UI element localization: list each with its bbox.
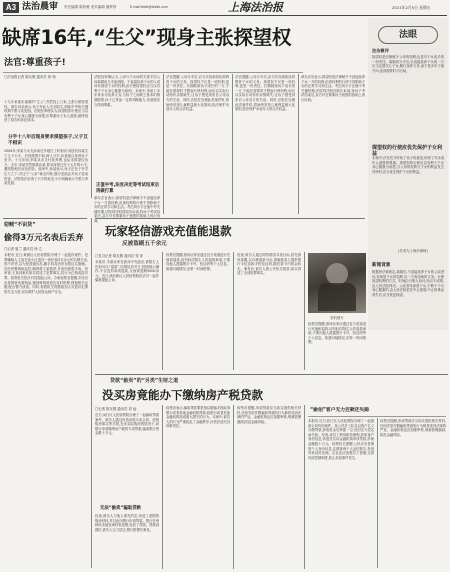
col-divider xyxy=(304,405,305,569)
mid-body-b: 检察官提醒,游戏玩家应通过官方渠道进行充值和退款,切勿轻信陌生人的退款承诺,不要向他人透露银行卡号、验证码等个人信息。如遇可疑情况,应第一时间报警。 xyxy=(166,253,230,271)
lower-body-b: 经查,被告人与他人事先约定,伪造了虚假的购房材料,并以此向银行申请贷款。银行在审核时未能发现材料造假,发放了贷款。贷款到期后,被告人无力偿还,银行报警后案发。 xyxy=(95,514,159,532)
left-headline: 偷得3万元名表后丢弃 xyxy=(4,232,84,242)
sidebar-column-name: 法治微评 xyxy=(372,48,389,53)
sidebar-title: 探望权的行使应优先保护子女利益 xyxy=(372,145,443,158)
issue-date: 2021年2月5日 星期五 xyxy=(392,5,431,10)
photo xyxy=(308,253,366,313)
photo-figure xyxy=(318,283,356,311)
col2-subhead: 正值中考,法官决定等考试结束后再做打算 xyxy=(96,183,160,194)
right-lower-rule xyxy=(308,416,446,417)
sidebar xyxy=(368,18,448,330)
lead-byline: □法治报记者 陈友敬 通讯员 徐 杨 xyxy=(4,75,56,79)
photo-figure xyxy=(326,263,348,285)
col2-body-b: 承办法官表示,探望权是法律赋予不直接抚养子女一方的权利,但该权利的行使不得影响子女的正常学习和生活。考虑到小宇正值中考关键时期,法院判决驳回原告诉请,待孩子考试结束后,双方可在尊重孩子意愿的基础上再行协商。 xyxy=(94,196,160,223)
col-divider xyxy=(233,252,234,370)
lower-byline: □记者 陈友敬 通讯员 刘 灿 xyxy=(95,407,137,411)
col2-body-a: 法院经审理认为,父母与子女间的关系不因父母离婚或分手而消除。不直接抚养子女的父或母有探望子女的权利,但行使探望权应当以有利于子女身心健康为原则。本案中,李某十多年来未尽抚养义务,与孩子之间缺乏基本的情感联系,孩子已具备一定的判断能力,其意愿应当得到尊重。 xyxy=(94,75,160,107)
col5-body: 承办法官表示,探望权是法律赋予不直接抚养子女一方的权利,但该权利的行使不得影响子女的正常学习和生活。考虑到小宇正值中考关键时期,法院判决驳回原告诉请,待孩子考试结束后,双方可在尊重孩子意愿的基础上再行协商。 xyxy=(301,75,365,102)
col-divider xyxy=(163,74,164,214)
mid-deck: 反被盗刷五千余元 xyxy=(122,241,167,247)
paper-name: 上海法治报 xyxy=(228,1,283,14)
right-lower-body-2: 检察官提醒,申请贷款应当如实提供相关材料,任何弄虚作假骗取贷款的行为都将受到法律的严惩。金融机构也应加强审核,堵塞管理漏洞,防范金融风险。 xyxy=(380,419,446,437)
sidebar-box-body: 根据民法典规定,离婚后,不直接抚养子女的父或者母,有探望子女的权利,另一方有协助的义务。行使探望权利的方式、时间由当事人协议;协议不成的,由人民法院判决。父或者母探望子女,不利于子女身心健康的,由人民法院依法中止探望;中止的事由消失后,应当恢复探望。 xyxy=(372,270,444,297)
col-divider xyxy=(232,74,233,214)
lead-rule xyxy=(3,72,303,73)
lower-body-c: 检察官表示,骗取贷款罪是指以欺骗手段取得银行或者其他金融机构贷款,给银行或者其他金融机构造成重大损失的行为。本案中,被告人的行为严重扰乱了金融秩序,应依法追究其刑事责任。 xyxy=(166,406,230,429)
lower-story-rule xyxy=(95,374,448,375)
mid-body-a: 本报讯 手游玩家在游戏中充值后,被陌生人告知可以“退款”,结果轻信对方,按照指示操作,不仅没有拿到退款,反而被盗刷5000余元。近日,浦东新区人民检察院依法对一起诈骗案提起公诉。 xyxy=(95,260,159,283)
mid-story-rule xyxy=(95,218,365,219)
mid-headline: 玩家轻信游戏充值能退款 xyxy=(105,224,232,238)
lower-headline: 没买房竟能办下缴纳房产税贷款 xyxy=(102,388,263,402)
mid-byline: □见习记者 陈友敬 通讯员 张 萍 xyxy=(95,254,144,258)
sidebar-logo: 法眼 xyxy=(378,26,438,44)
section-title: 法治晨审 xyxy=(22,2,59,12)
col-divider xyxy=(298,74,299,214)
col4-body: 法官提醒,父母分手后,应当共同承担抚养教育子女的义务。探望权不仅是一项权利,更是一份责任。长期缺席孩子成长的一方,不能在需要时才想起行使权利,而应以实际行动弥补亲情缺失,让孩子感受到来自父母双方的关爱。同时,法院在处理此类案件时,将始终坚持儿童利益最大化原则,依法保护未成年人的合法权益。 xyxy=(235,75,295,112)
left-byline: □记者 夏兰 通讯员 徐 立 xyxy=(4,247,43,251)
lead-body: 2004年,李某与女友孙某在外地打工时相识,同居后孙某生下儿子小宇。后因感情不和,两人分手,孙某独自抚养孩子至今。十几年间,李某从未支付抚养费,也从未探望过孩子。去年,李某突然联系孙某,要求探望已经十五岁的小宇,遭到拒绝后诉至法院。庭审中,孙某表示,孩子正处于升学压力之下,对这个“父亲”毫无印象,强行见面会对孩子造成伤害。法院依法征询了小宇的意见,小宇明确表示不愿与李某见面。 xyxy=(4,149,88,186)
lead-headline: 缺席16年,“生父”现身主张探望权 xyxy=(2,26,292,49)
col-divider xyxy=(377,418,378,568)
left-body: 本报讯 近日,黄浦区人民检察院办理了一起盗窃案件。犯罪嫌疑人王某在某小区盗窃一块价值3万余元的名牌手表,因不识货,以为是普通仿品,随手将其丢弃在路边垃圾桶。后经民警调取监控,顺利将王某抓获,并追回被盗手表。经审查,王某到案后如实供述了犯罪事实,其行为已构成盗窃罪。检察机关依法对其提起公诉。办案检察官提醒,市民应妥善保管贵重物品,遇到财物被盗应及时报警,保留相关证据,配合警方侦查。同时,检察机关将继续加大对盗窃犯罪的打击力度,切实维护人民群众财产安全。 xyxy=(4,253,88,294)
photo-caption: 资料图片 xyxy=(330,316,344,320)
col-divider xyxy=(91,74,92,198)
lead-subhead: 分手十八年后现身要求探望孩子,父子互不相识 xyxy=(8,135,88,146)
lower-body-d: 检察官提醒,申请贷款应当如实提供相关材料,任何弄虚作假骗取贷款的行为都将受到法律的严惩。金融机构也应加强审核,堵塞管理漏洞,防范金融风险。 xyxy=(237,406,301,424)
left-kicker: 窃贼“不识货” xyxy=(4,222,36,228)
mid-body-d: 检察官提醒,游戏玩家应通过官方渠道进行充值和退款,切勿轻信陌生人的退款承诺,不要向他人透露银行卡号、验证码等个人信息。如遇可疑情况,应第一时间报警。 xyxy=(308,322,366,345)
col-divider xyxy=(162,252,163,370)
col-divider xyxy=(304,252,305,370)
editors: 责任编辑 陈秋雅 美术编辑 屠梦婷 xyxy=(64,5,117,9)
right-lower-kicker: “偷拍”客户无力还款还失踪 xyxy=(310,408,370,413)
email: E-mail:fzbfz@shfzb.com xyxy=(130,5,168,9)
lower-body-a: 近日,闵行区人民检察院办理了一起骗取贷款案件。被告人通过伪造房屋买卖合同、虚构购房事实等手段,在未实际购房的情况下,向银行申请缴纳房产税的专项贷款,骗取银行资金数十万元。 xyxy=(95,413,159,436)
masthead-rule xyxy=(3,15,447,16)
sidebar-author: (作者为上海市律师) xyxy=(398,249,428,253)
left-story-rule xyxy=(3,218,87,219)
col3-body: 法官提醒,父母分手后,应当共同承担抚养教育子女的义务。探望权不仅是一项权利,更是一份责任。长期缺席孩子成长的一方,不能在需要时才想起行使权利,而应以实际行动弥补亲情缺失,让孩子感受到来自父母双方的关爱。同时,法院在处理此类案件时,将始终坚持儿童利益最大化原则,依法保护未成年人的合法权益。 xyxy=(166,75,229,112)
page-code-badge: A3 xyxy=(3,2,19,13)
lower-subhead: 无法“偷卖”骗取贷款 xyxy=(100,506,141,511)
mid-body-c: 经查,被告人通过网络群组寻找目标,冒充游戏客服,以办理退款为由,诱骗被害人提供银行卡信息和手机验证码,随后将卡内资金转走。案发后,被告人被公安机关抓获,如实供述了全部犯罪事实。 xyxy=(237,253,301,276)
right-lower-body: 本报讯 近日,松江区人民检察院办理了一起借款合同纠纷案件。某公司员工私自以客户名义办理贷款,获取资金后挥霍一空,后因无力偿还而失踪。经查,该员工利用职务便利,获取客户身份信息,伪造签名向金融机构申请贷款,涉案金额数十万元。检察机关提醒,公民应妥善保管个人身份信息,定期查询个人征信报告,发现异常及时处理。企业也应加强员工管理,完善内部控制制度,防止类似事件发生。 xyxy=(308,419,374,460)
sidebar-box-title: 新闻背景 xyxy=(372,263,391,268)
lead-deck: 法官:尊重孩子! xyxy=(4,58,66,68)
col-divider xyxy=(162,405,163,569)
col-divider xyxy=(233,405,234,569)
sidebar-body-b: 本案中,法官充分听取了孩子的意见,体现了对未成年人意愿的尊重。探望权的行使应以有利于子女身心健康为前提,当父母的权利与子女的利益发生冲突时,应当优先保护子女的利益。 xyxy=(372,156,444,174)
col-divider xyxy=(91,218,92,568)
lead-intro: 十几年来素未谋面的“生父”,突然找上门来,主张行使探望权。被告母亲表示,孩子对此人完全陌生,面临中考的关键时期不愿与其见面。法院经审理认为,探望权的行使应当以有利于子女身心健康为前提,应尊重孩子本人意愿,最终驳回了原告的诉讼请求。 xyxy=(4,100,88,123)
masthead xyxy=(0,0,450,16)
sidebar-body-a: 探望权是法律赋予父母的权利,也是对子女成长的一份责任。离婚或分手后,未直接抚养子女的一方应当定期关心子女,履行抚养义务,而不是多年不闻不问,直到需要时才出现。 xyxy=(372,55,444,73)
lower-kicker: 贷款“偷卖”的“另类”生财之道 xyxy=(110,378,179,384)
